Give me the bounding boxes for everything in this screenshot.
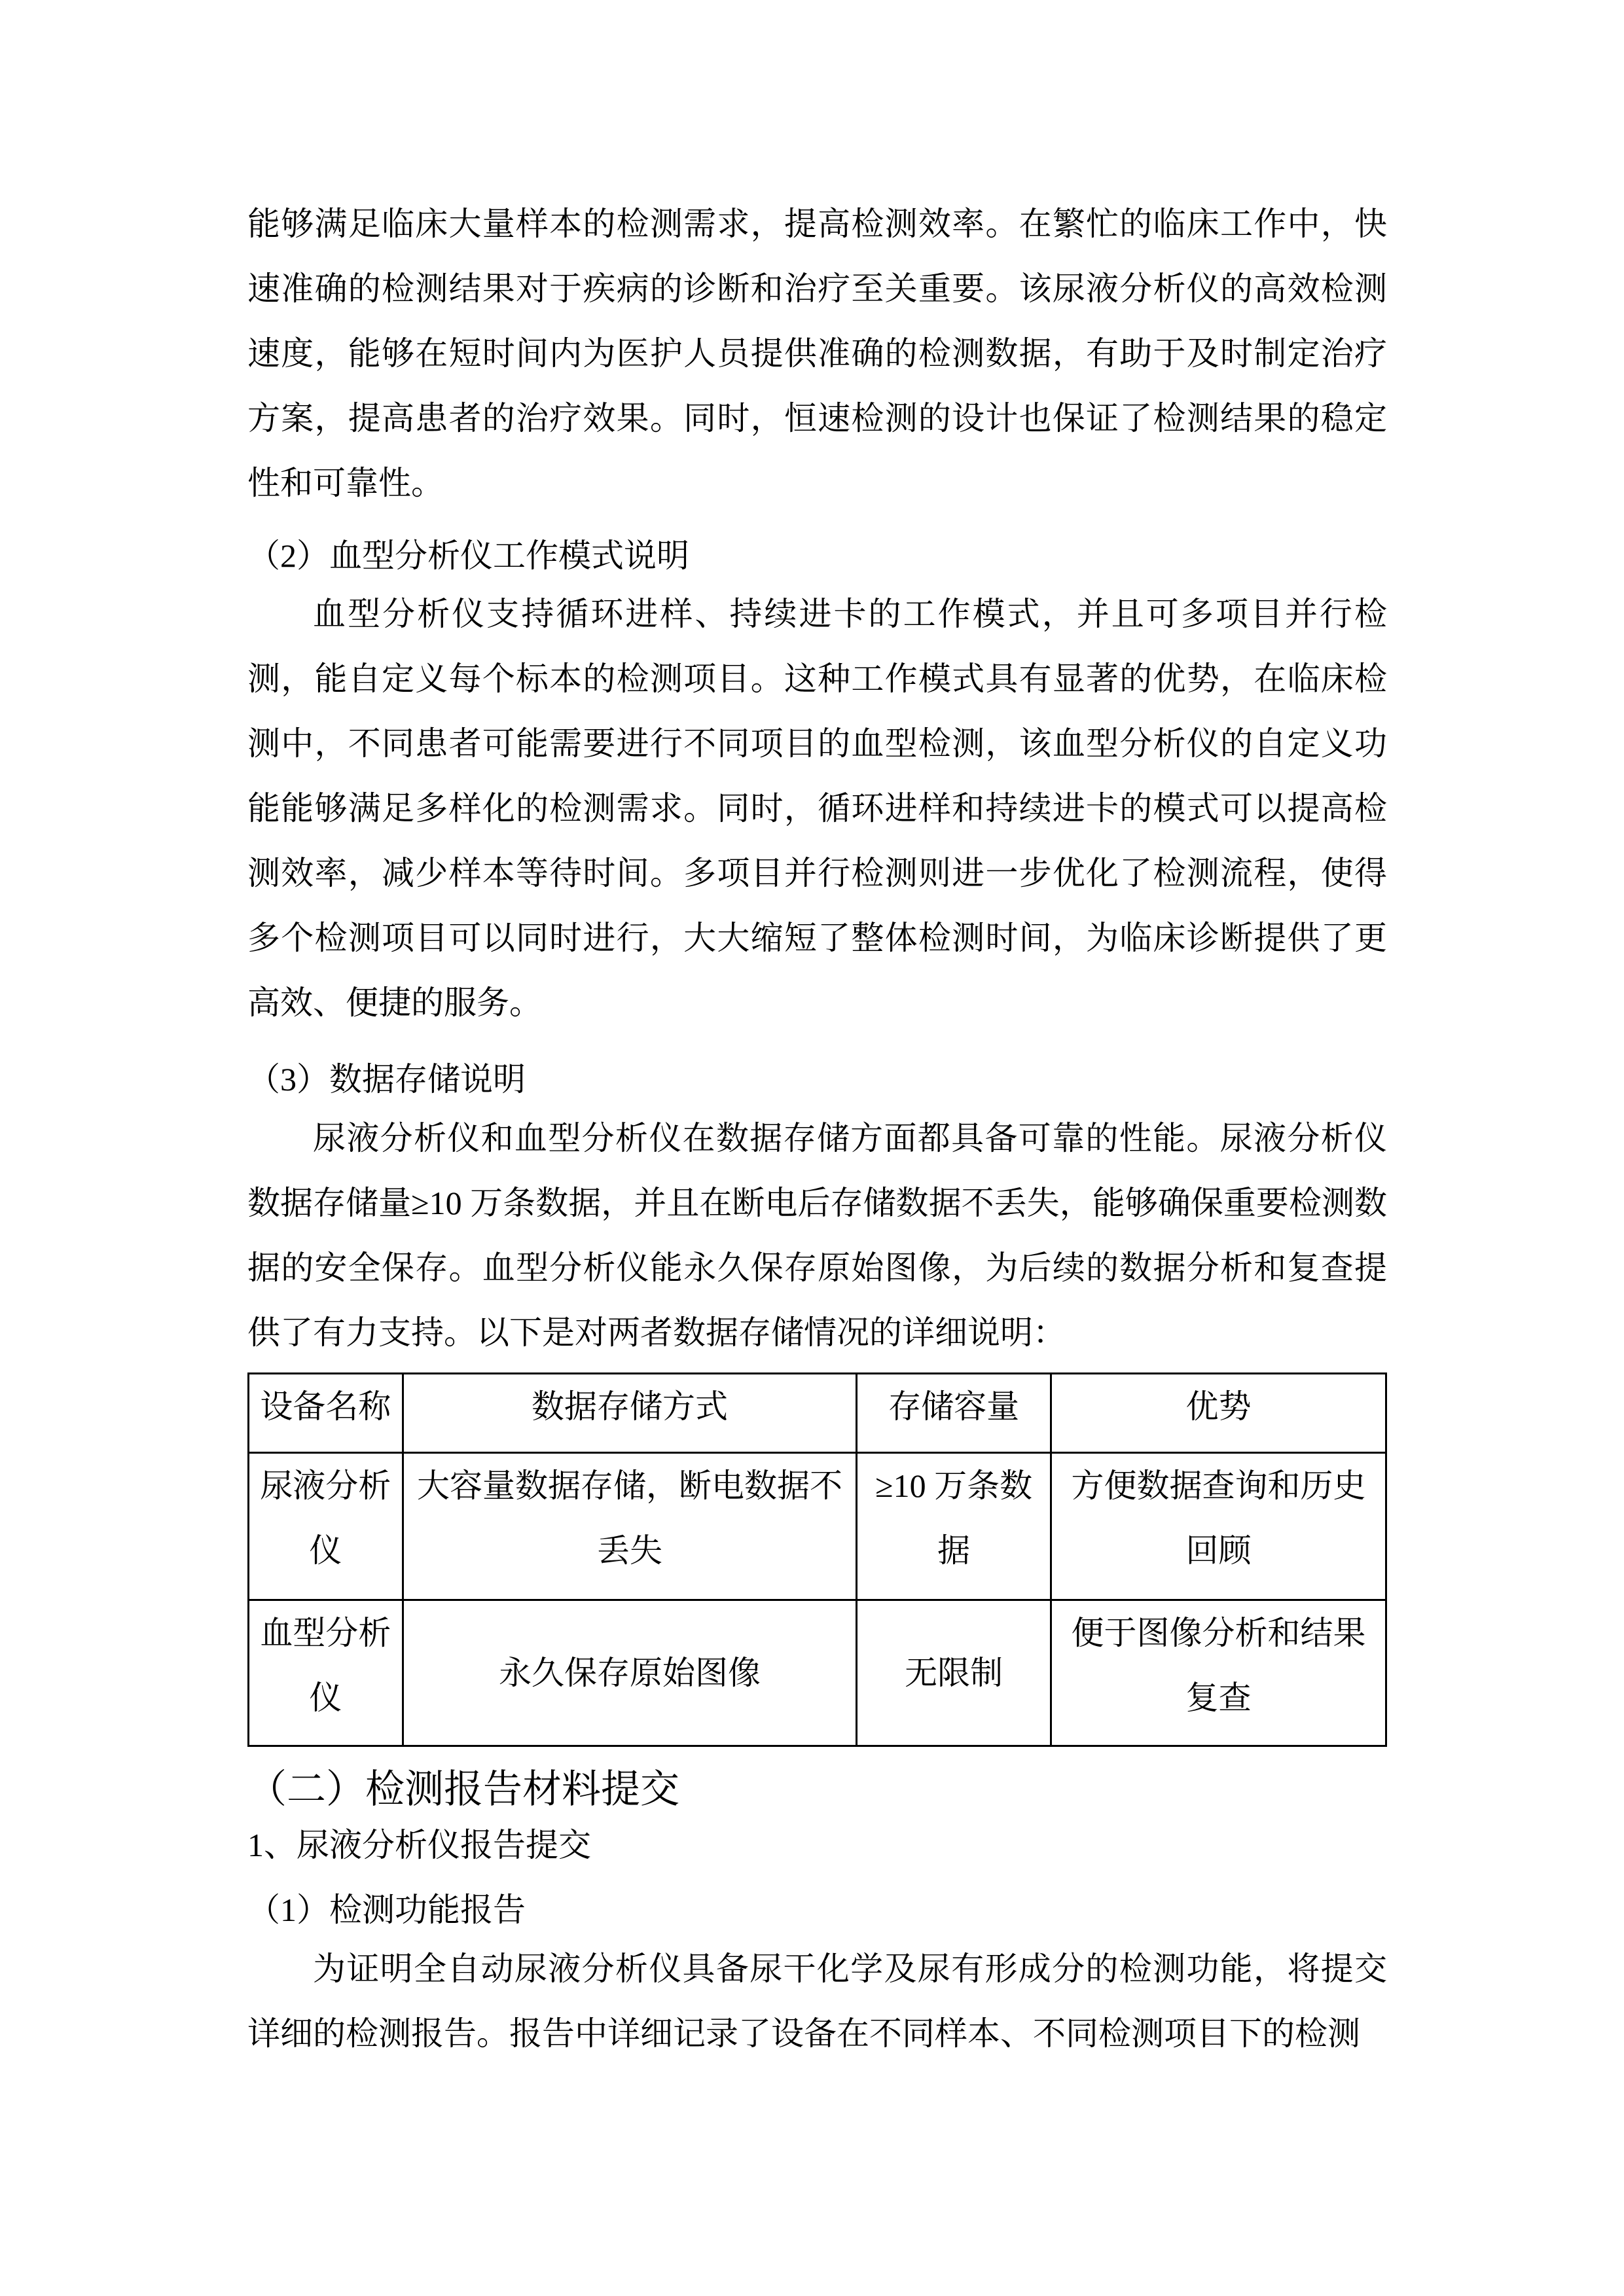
subheading-urine-report: 1、尿液分析仪报告提交 — [247, 1827, 591, 1863]
table-cell: 大容量数据存储，断电数据不丢失 — [403, 1453, 857, 1600]
table-row — [249, 1600, 1386, 1746]
table-cell: 血型分析仪 — [249, 1600, 403, 1746]
subheading-function-report: （1）检测功能报告 — [247, 1892, 526, 1928]
storage-table — [247, 1372, 1387, 1747]
table-header-row — [249, 1374, 1386, 1453]
table-cell: 方便数据查询和历史回顾 — [1051, 1453, 1386, 1600]
header-cell: 设备名称 — [249, 1374, 403, 1453]
heading-blood-mode: （2）血型分析仪工作模式说明 — [247, 537, 689, 574]
paragraph-data-storage: 尿液分析仪和血型分析仪在数据存储方面都具备可靠的性能。尿液分析仪数据存储量≥10 万条数据，并且在断电后存储数据不丢失，能够确保重要检测数据的安全保存。血型分析仪能永久保存原始图像，为后续的数据分析和复查提供了有力支持。以下是对两者数据存储情况的详细说明： — [247, 1120, 1387, 1351]
table-cell: 便于图像分析和结果复查 — [1051, 1600, 1386, 1746]
table-cell: ≥10 万条数据 — [857, 1453, 1051, 1600]
heading-data-storage: （3）数据存储说明 — [247, 1061, 526, 1098]
table-cell: 永久保存原始图像 — [403, 1600, 857, 1746]
table-row — [249, 1453, 1386, 1600]
section-heading: （二）检测报告材料提交 — [247, 1768, 679, 1811]
table-cell: 尿液分析仪 — [249, 1453, 403, 1600]
paragraph-function-report: 为证明全自动尿液分析仪具备尿干化学及尿有形成分的检测功能，将提交详细的检测报告。报告中详细记录了设备在不同样本、不同检测项目下的检测 — [247, 1950, 1387, 2052]
paragraph-blood-mode: 血型分析仪支持循环进样、持续进卡的工作模式，并且可多项目并行检测，能自定义每个标本的检测项目。这种工作模式具有显著的优势，在临床检测中，不同患者可能需要进行不同项目的血型检测，该血型分析仪的自定义功能能够满足多样化的检测需求。同时，循环进样和持续进卡的模式可以提高检测效率，减少样本等待时间。多项目并行检测则进一步优化了检测流程，使得多个检测项目可以同时进行，大大缩短了整体检测时间，为临床诊断提供了更高效、便捷的服务。 — [247, 596, 1387, 1021]
paragraph-urine-speed: 能够满足临床大量样本的检测需求，提高检测效率。在繁忙的临床工作中，快速准确的检测结果对于疾病的诊断和治疗至关重要。该尿液分析仪的高效检测速度，能够在短时间内为医护人员提供准确的检测数据，有助于及时制定治疗方案，提高患者的治疗效果。同时，恒速检测的设计也保证了检测结果的稳定性和可靠性。 — [247, 206, 1387, 501]
table-cell: 无限制 — [857, 1600, 1051, 1746]
header-cell: 数据存储方式 — [403, 1374, 857, 1453]
header-cell: 存储容量 — [857, 1374, 1051, 1453]
header-cell: 优势 — [1051, 1374, 1386, 1453]
